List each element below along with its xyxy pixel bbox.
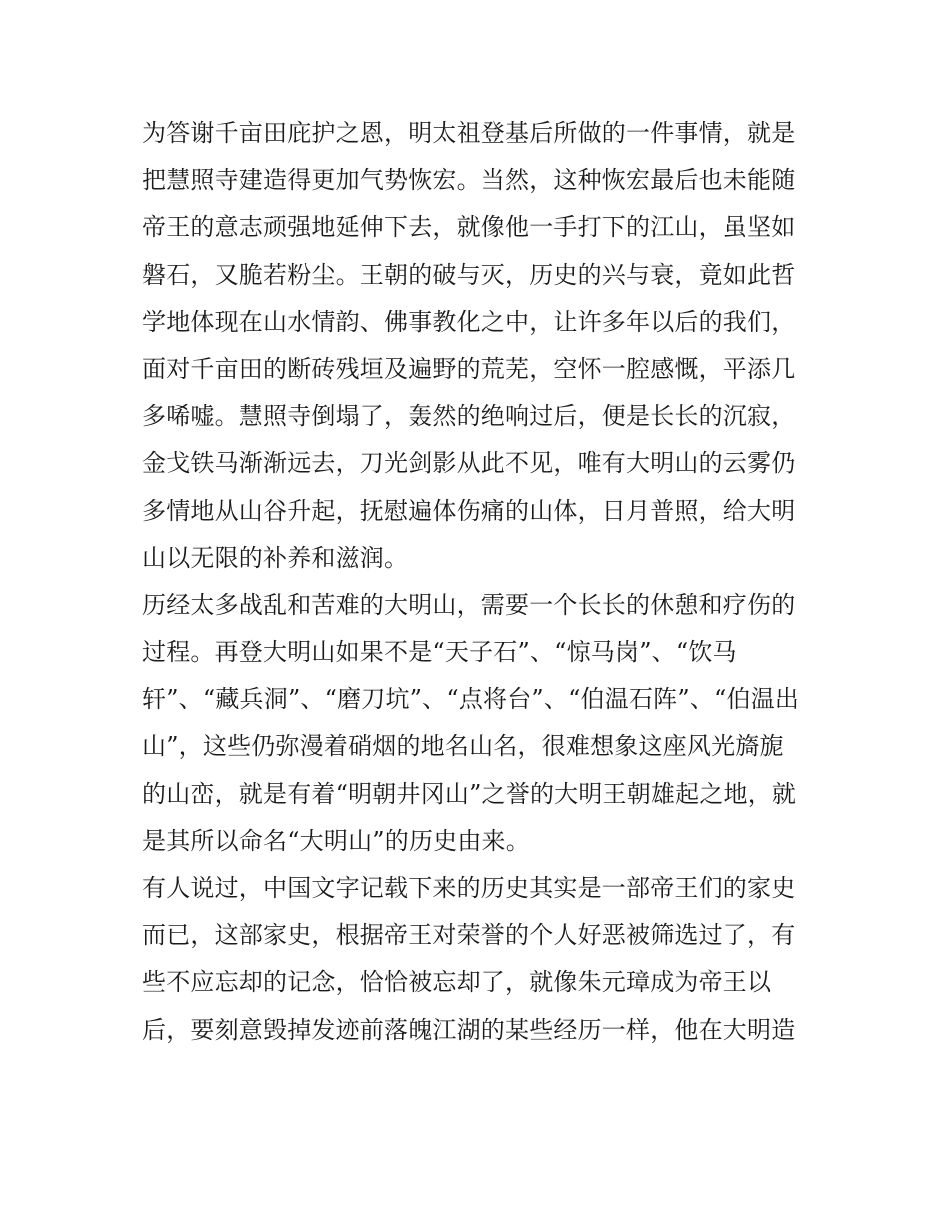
text-line: 过程。再登大明山如果不是“天子石”、“惊马岗”、“饮马 <box>142 638 737 667</box>
text-line: 有人说过，中国文字记载下来的历史其实是一部帝王们的家史 <box>142 874 796 902</box>
text-line: 的山峦，就是有着“明朝井冈山”之誉的大明王朝雄起之地，就 <box>142 779 797 808</box>
document-page <box>142 110 814 1054</box>
text-line: 面对千亩田的断砖残垣及遍野的荒芜，空怀一腔感慨，平添几 <box>142 354 796 383</box>
text-line: 后，要刻意毁掉发迹前落魄江湖的某些经历一样，他在大明造 <box>142 1015 796 1044</box>
text-line: 磐石，又脆若粉尘。王朝的破与灭，历史的兴与衰，竟如此哲 <box>142 260 796 289</box>
text-line: 金戈铁马渐渐远去，刀光剑影从此不见，唯有大明山的云雾仍 <box>142 449 796 478</box>
text-line: 轩”、“藏兵洞”、“磨刀坑”、“点将台”、“伯温石阵”、“伯温出 <box>142 685 800 714</box>
text-line: 历经太多战乱和苦难的大明山，需要一个长长的休憩和疗伤的 <box>142 590 796 619</box>
text-line: 多唏嘘。慧照寺倒塌了，轰然的绝响过后，便是长长的沉寂， <box>142 402 796 431</box>
text-line: 是其所以命名“大明山”的历史由来。 <box>142 826 530 855</box>
text-line: 山以无限的补养和滋润。 <box>142 543 409 572</box>
text-line: 多情地从山谷升起，抚慰遍体伤痛的山体，日月普照，给大明 <box>142 496 796 525</box>
text-line: 而已，这部家史，根据帝王对荣誉的个人好恶被筛选过了，有 <box>142 921 796 950</box>
text-line: 帝王的意志顽强地延伸下去，就像他一手打下的江山，虽坚如 <box>142 213 796 242</box>
text-line: 学地体现在山水情韵、佛事教化之中，让许多年以后的我们， <box>142 307 796 336</box>
text-line: 把慧照寺建造得更加气势恢宏。当然，这种恢宏最后也未能随 <box>142 166 796 195</box>
text-line: 些不应忘却的记念，恰恰被忘却了，就像朱元璋成为帝王以 <box>142 968 772 997</box>
text-line: 为答谢千亩田庇护之恩，明太祖登基后所做的一件事情，就是 <box>142 119 796 147</box>
text-line: 山”，这些仍弥漫着硝烟的地名山名，很难想象这座风光旖旎 <box>142 732 784 761</box>
